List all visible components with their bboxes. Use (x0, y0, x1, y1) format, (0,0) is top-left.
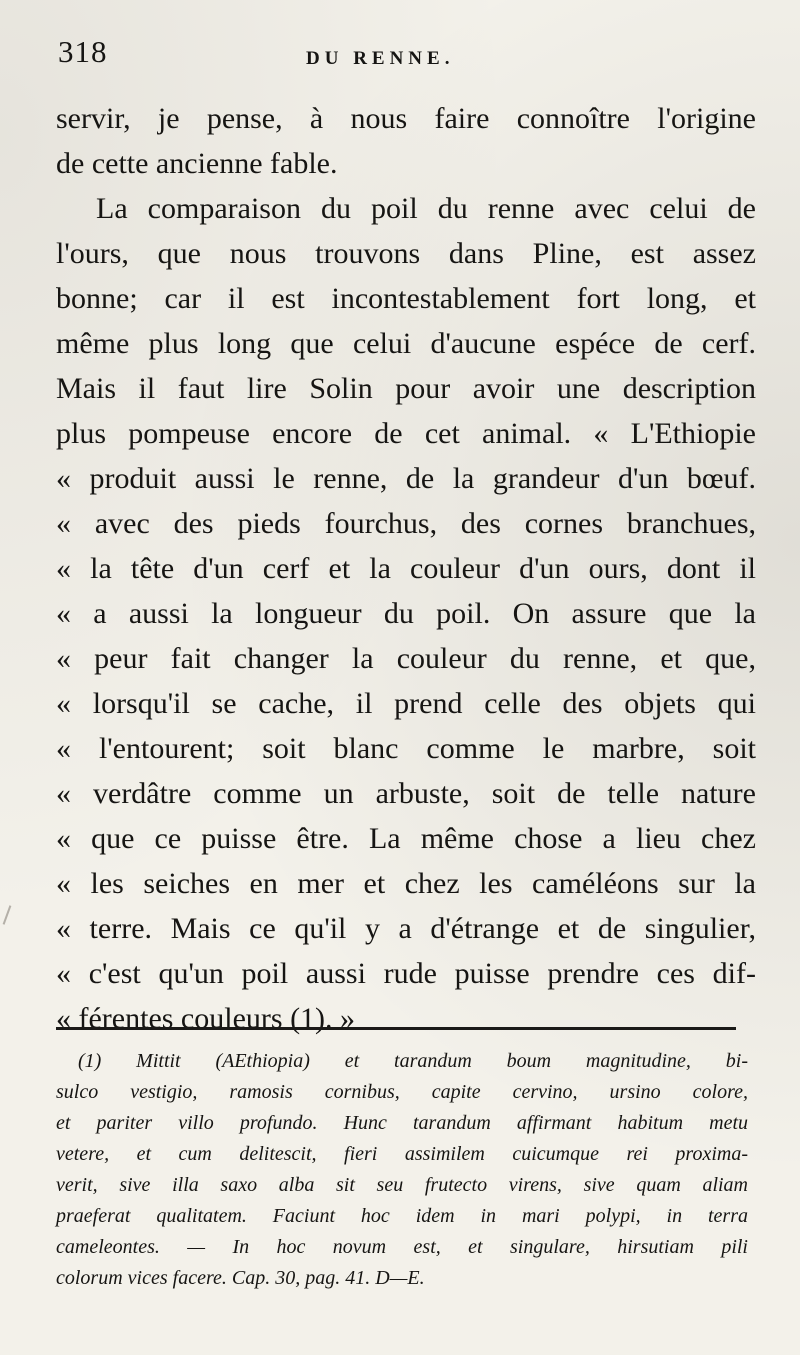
footnote-line: verit, sive illa saxo alba sit seu frutecto virens, sive quam aliam (56, 1174, 748, 1196)
text-line: « avec des pieds fourchus, des cornes branchues, (56, 507, 756, 540)
text-line: « l'entourent; soit blanc comme le marbre, soit (56, 732, 756, 765)
text-line: « a aussi la longueur du poil. On assure que la (56, 597, 756, 630)
footnote-line: praeferat qualitatem. Faciunt hoc idem in mari polypi, in terra (56, 1205, 748, 1227)
text-line: de cette ancienne fable. (56, 147, 338, 180)
text-line: « terre. Mais ce qu'il y a d'étrange et de singulier, (56, 912, 756, 945)
text-line: « c'est qu'un poil aussi rude puisse prendre ces dif- (56, 957, 756, 990)
text-line: « les seiches en mer et chez les caméléons sur la (56, 867, 756, 900)
footnote-line: et pariter villo profundo. Hunc tarandum affirmant habitum metu (56, 1112, 748, 1134)
page-header (58, 34, 752, 78)
text-line: « peur fait changer la couleur du renne, et que, (56, 642, 756, 675)
footnote-line: vetere, et cum delitescit, fieri assimilem cuicumque rei proxima- (56, 1143, 748, 1165)
footnote-line: colorum vices facere. Cap. 30, pag. 41. D—E. (56, 1267, 425, 1289)
text-line: servir, je pense, à nous faire connoître l'origine (56, 102, 756, 135)
text-line: « verdâtre comme un arbuste, soit de telle nature (56, 777, 756, 810)
text-line: « la tête d'un cerf et la couleur d'un ours, dont il (56, 552, 756, 585)
main-text (56, 96, 756, 1041)
page-number: 318 (58, 34, 108, 69)
footnote-line: sulco vestigio, ramosis cornibus, capite cervino, ursino colore, (56, 1081, 748, 1103)
running-title: DU RENNE. (306, 48, 455, 69)
footnote (56, 1046, 748, 1294)
footnote-line: cameleontes. — In hoc novum est, et singulare, hirsutiam pili (56, 1236, 748, 1258)
footnote-line: (1) Mittit (AEthiopia) et tarandum boum magnitudine, bi- (78, 1050, 748, 1072)
text-line: « que ce puisse être. La même chose a lieu chez (56, 822, 756, 855)
text-line: plus pompeuse encore de cet animal. « L'Ethiopie (56, 417, 756, 450)
text-line: même plus long que celui d'aucune espéce de cerf. (56, 327, 756, 360)
text-line: La comparaison du poil du renne avec celui de (96, 192, 756, 225)
text-line: « produit aussi le renne, de la grandeur d'un bœuf. (56, 462, 756, 495)
text-line: bonne; car il est incontestablement fort long, et (56, 282, 756, 315)
footnote-rule (56, 1027, 736, 1030)
margin-mark (3, 905, 12, 924)
text-line: « lorsqu'il se cache, il prend celle des objets qui (56, 687, 756, 720)
text-line: l'ours, que nous trouvons dans Pline, est assez (56, 237, 756, 270)
text-line: Mais il faut lire Solin pour avoir une description (56, 372, 756, 405)
text-line: « férentes couleurs (1). » (56, 1002, 356, 1035)
